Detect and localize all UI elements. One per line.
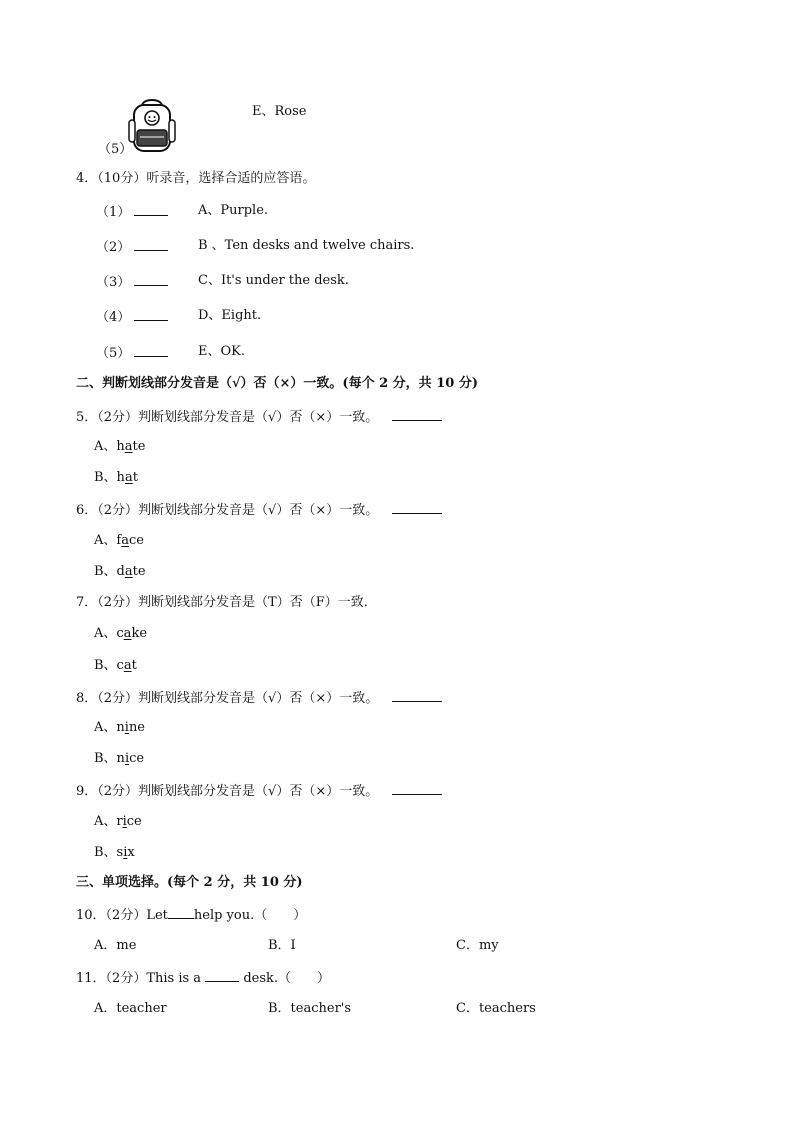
q4-row-5 <box>96 344 168 362</box>
q8-stem-text: 8．（2分）判断划线部分发音是（√）否（×）一致。 <box>76 691 379 706</box>
q6-answer-blank[interactable] <box>392 501 442 514</box>
q11-option-c[interactable]: C．teachers <box>456 1001 536 1016</box>
q10-answer-blank[interactable] <box>168 906 194 919</box>
q5-option-a: A、hate <box>94 439 146 454</box>
q8-option-b: B、nice <box>94 751 145 766</box>
q5-answer-blank[interactable] <box>392 408 442 421</box>
q4-row-4-answer-blank[interactable] <box>134 308 168 321</box>
section-3-heading: 三、单项选择。(每个 2 分，共 10 分) <box>76 875 303 890</box>
q4-row-1-number: （1） <box>96 205 131 220</box>
q4-row-1 <box>96 203 168 221</box>
q4-option-d: D、Eight. <box>198 308 262 323</box>
q6-stem-text: 6．（2分）判断划线部分发音是（√）否（×）一致。 <box>76 503 379 518</box>
q4-row-5-answer-blank[interactable] <box>134 344 168 357</box>
q6-stem <box>76 501 442 519</box>
q9-stem <box>76 782 442 800</box>
q7-option-b: B、cat <box>94 658 137 673</box>
q3-option-e: E、Rose <box>252 104 307 119</box>
q4-row-5-number: （5） <box>96 346 131 361</box>
q10-option-c[interactable]: C．my <box>456 938 499 953</box>
q10-option-b[interactable]: B．I <box>268 938 296 953</box>
q11-answer-blank[interactable] <box>205 969 239 982</box>
q4-row-1-answer-blank[interactable] <box>134 203 168 216</box>
q4-row-4-number: （4） <box>96 310 131 325</box>
q4-option-c: C、It's under the desk. <box>198 273 349 288</box>
q5-stem <box>76 408 442 426</box>
q10-stem: 10．（2分）Let help you.（ ） <box>76 908 307 923</box>
q4-option-e: E、OK. <box>198 344 245 359</box>
q6-option-b: B、date <box>94 564 146 579</box>
q4-row-3-number: （3） <box>96 275 131 290</box>
q5-option-b: B、hat <box>94 470 138 485</box>
q8-option-a: A、nine <box>94 720 146 735</box>
q4-row-2-number: （2） <box>96 240 131 255</box>
q9-option-b: B、six <box>94 845 135 860</box>
q4-title: 4．（10分）听录音，选择合适的应答语。 <box>76 171 316 186</box>
q4-row-4 <box>96 308 168 326</box>
q8-stem <box>76 689 442 707</box>
q9-stem-text: 9．（2分）判断划线部分发音是（√）否（×）一致。 <box>76 784 379 799</box>
q4-option-b: B 、Ten desks and twelve chairs. <box>198 238 415 253</box>
q4-row-3 <box>96 273 168 291</box>
backpack-icon <box>126 96 178 156</box>
q9-answer-blank[interactable] <box>392 782 442 795</box>
q9-option-a: A、rice <box>94 814 142 829</box>
q7-option-a: A、cake <box>94 626 148 641</box>
q6-option-a: A、face <box>94 533 144 548</box>
q4-row-3-answer-blank[interactable] <box>134 273 168 286</box>
q4-row-2-answer-blank[interactable] <box>134 238 168 251</box>
q11-option-b[interactable]: B．teacher's <box>268 1001 352 1016</box>
q10-option-a[interactable]: A．me <box>94 938 137 953</box>
q7-stem: 7．（2分）判断划线部分发音是（T）否（F）一致． <box>76 595 377 610</box>
q8-answer-blank[interactable] <box>392 689 442 702</box>
q4-row-2 <box>96 238 168 256</box>
q11-option-a[interactable]: A．teacher <box>94 1001 167 1016</box>
q11-stem: 11．（2分）This is a desk.（ ） <box>76 971 331 986</box>
q3-item5-number: （5） <box>98 142 133 157</box>
q4-option-a: A、Purple. <box>198 203 269 218</box>
section-2-heading: 二、判断划线部分发音是（√）否（×）一致。(每个 2 分，共 10 分) <box>76 376 478 391</box>
q5-stem-text: 5．（2分）判断划线部分发音是（√）否（×）一致。 <box>76 410 379 425</box>
